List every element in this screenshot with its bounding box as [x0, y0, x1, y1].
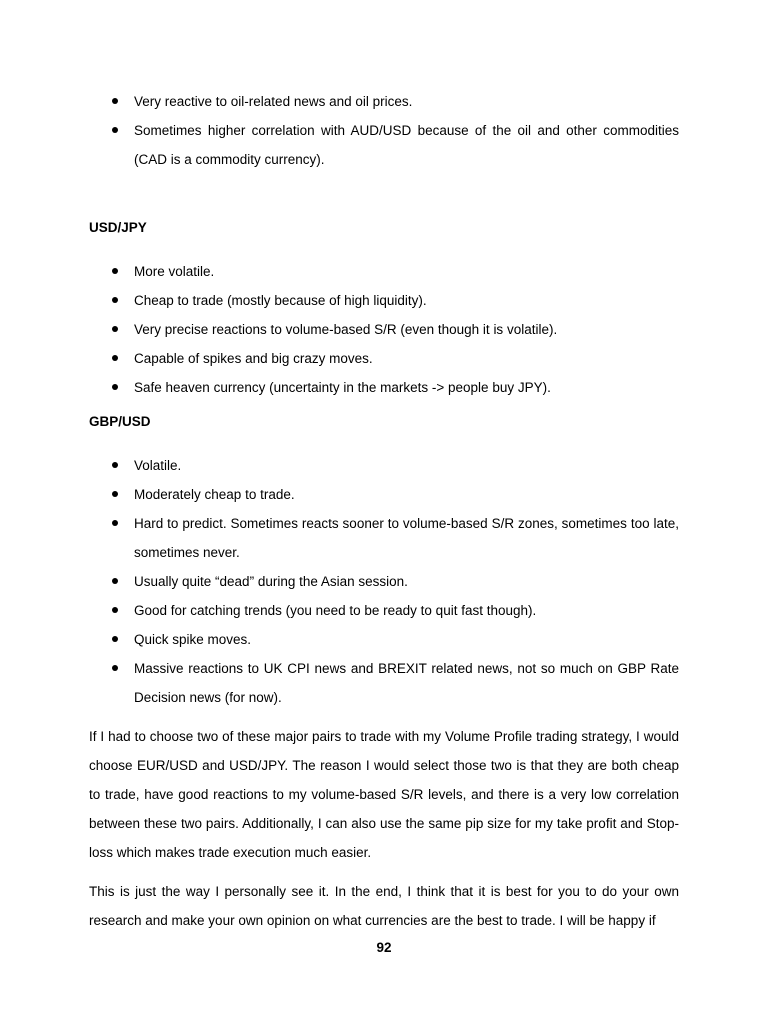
section-heading-usdjpy: USD/JPY	[89, 220, 147, 235]
list-item: Capable of spikes and big crazy moves.	[89, 344, 679, 373]
page-number: 92	[376, 940, 392, 955]
section-heading-gbpusd: GBP/USD	[89, 414, 151, 429]
list-item: Very reactive to oil-related news and oil prices.	[89, 87, 679, 116]
list-item: Moderately cheap to trade.	[89, 480, 679, 509]
list-item: Hard to predict. Sometimes reacts sooner to volume-based S/R zones, sometimes too late, sometimes never.	[89, 509, 679, 567]
body-paragraph: If I had to choose two of these major pairs to trade with my Volume Profile trading strategy, I would choose EUR/USD and USD/JPY. The reason I would select those two is that they are both cheap to trade, have good reactions to my volume-based S/R levels, and there is a very low correlation between these two pairs. Additionally, I can also use the same pip size for my take profit and Stop-loss which makes trade execution much easier.	[89, 729, 679, 860]
list-item: Volatile.	[89, 451, 679, 480]
list-item: More volatile.	[89, 257, 679, 286]
list-item: Usually quite “dead” during the Asian session.	[89, 567, 679, 596]
usdjpy-traits-list	[89, 257, 679, 402]
list-item: Very precise reactions to volume-based S/R (even though it is volatile).	[89, 315, 679, 344]
gbpusd-traits-list	[89, 451, 679, 712]
list-item: Cheap to trade (mostly because of high liquidity).	[89, 286, 679, 315]
list-item: Safe heaven currency (uncertainty in the markets -> people buy JPY).	[89, 373, 679, 402]
list-item: Quick spike moves.	[89, 625, 679, 654]
list-item: Good for catching trends (you need to be ready to quit fast though).	[89, 596, 679, 625]
list-item: Sometimes higher correlation with AUD/USD because of the oil and other commodities (CAD is a commodity currency).	[89, 116, 679, 174]
body-paragraph: This is just the way I personally see it. In the end, I think that it is best for you to do your own research and make your own opinion on what currencies are the best to trade. I will be happy if	[89, 884, 679, 928]
document-page	[89, 87, 679, 935]
list-item: Massive reactions to UK CPI news and BREXIT related news, not so much on GBP Rate Decision news (for now).	[89, 654, 679, 712]
cad-traits-list	[89, 87, 679, 174]
